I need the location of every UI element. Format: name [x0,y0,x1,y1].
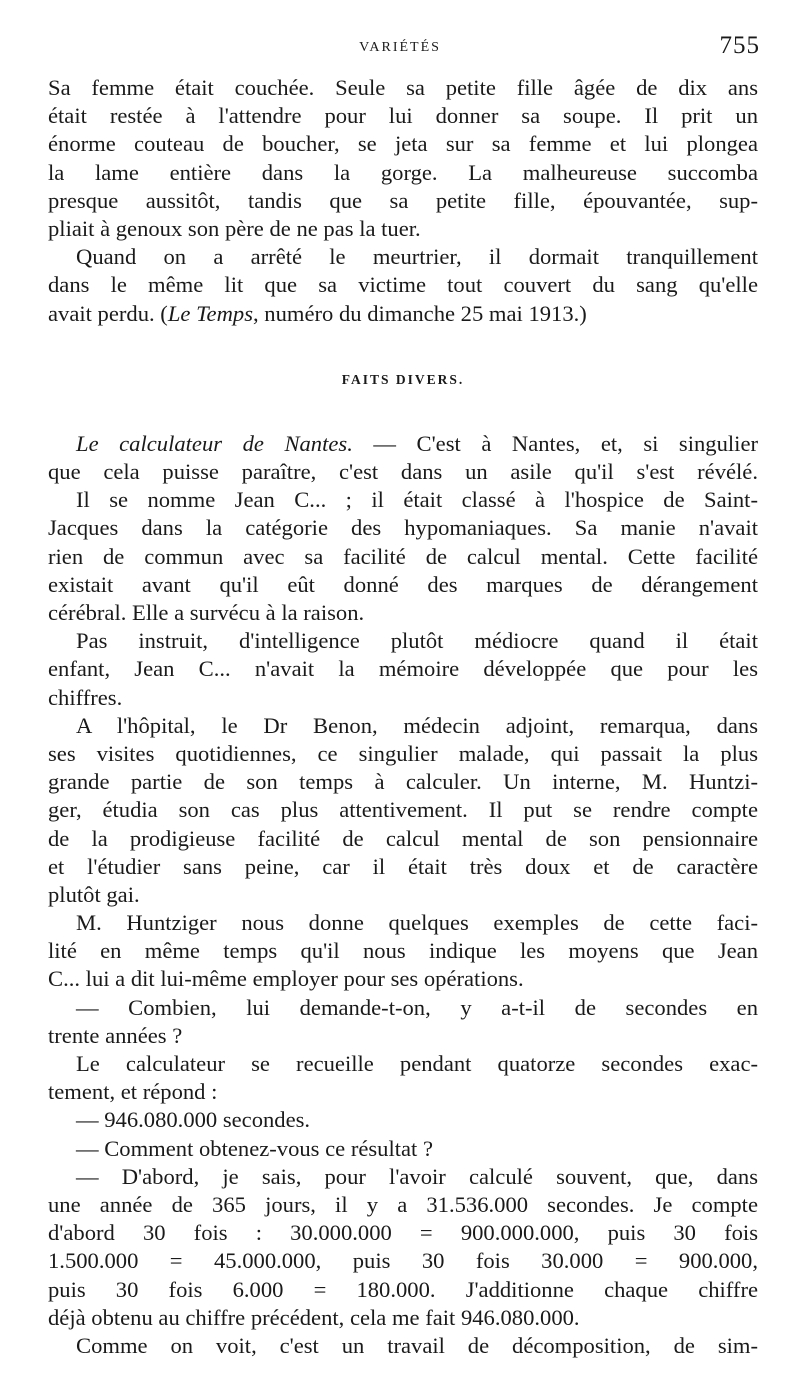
article-title: Le calculateur de Nantes. [76,430,353,456]
text-line: énorme couteau de boucher, se jeta sur sa femme et lui plongea [48,131,758,157]
text-line: Le calculateur se recueille pendant quatorze secondes exac- [76,1051,758,1076]
text-line: était restée à l'attendre pour lui donner sa soupe. Il prit un [48,103,758,129]
text-line: que cela puisse paraître, c'est dans un asile qu'il s'est révélé. [48,459,758,485]
text-line: plutôt gai. [48,881,140,907]
text-line: — Combien, lui demande-t-on, y a-t-il de secondes en [76,994,758,1020]
text-line: chiffres. [48,684,123,710]
citation-line [48,300,758,328]
article-first-line-rest: — C'est à Nantes, et, si singulier [352,430,758,456]
text-line: ses visites quotidiennes, ce singulier malade, qui passait la plus [48,740,758,766]
text-line: Quand on a arrêté le meurtrier, il dormait tranquillement [76,244,758,270]
text-line: tement, et répond : [48,1079,218,1105]
text-line: déjà obtenu au chiffre précédent, cela me fait 946.080.000. [48,1304,580,1330]
text-line: enfant, Jean C... n'avait la mémoire développée que pour les [48,656,758,682]
text-line: C... lui a dit lui-même employer pour ses opérations. [48,966,524,992]
text-line: — D'abord, je sais, pour l'avoir calculé souvent, que, dans [76,1163,758,1189]
article-calculateur [48,430,758,1360]
text-line: pliait à genoux son père de ne pas la tuer. [48,215,421,241]
page-header [40,32,760,62]
text-line: trente années ? [48,1022,183,1048]
text-line: Il se nomme Jean C... ; il était classé à l'hospice de Saint- [76,487,758,513]
page-number: 755 [719,32,760,59]
text-line: M. Huntziger nous donne quelques exemples de cette faci- [76,910,758,936]
text-line: grande partie de son temps à calculer. Un interne, M. Huntzi- [48,769,758,795]
text-line: 1.500.000 = 45.000.000, puis 30 fois 30.000 = 900.000, [48,1248,758,1274]
text-line: lité en même temps qu'il nous indique les moyens que Jean [48,938,758,964]
body-text [48,74,758,1360]
text-line: existait avant qu'il eût donné des marques de dérangement [48,571,758,597]
section-title: FAITS DIVERS. [341,371,465,387]
running-head: VARIÉTÉS [359,40,441,55]
citation-prefix: avait perdu. ( [48,300,168,326]
text-line: presque aussitôt, tandis que sa petite fille, épouvantée, sup- [48,187,758,213]
text-line: de la prodigieuse facilité de calcul mental de son pensionnaire [48,825,758,851]
text-line: Pas instruit, d'intelligence plutôt médiocre quand il était [76,628,758,654]
text-line: A l'hôpital, le Dr Benon, médecin adjoint, remarqua, dans [76,712,758,738]
text-line: — Comment obtenez-vous ce résultat ? [76,1135,433,1161]
text-line: Comme on voit, c'est un travail de décomposition, de sim- [76,1332,758,1358]
text-line: dans le même lit que sa victime tout couvert du sang qu'elle [48,272,758,298]
text-line: la lame entière dans la gorge. La malheureuse succomba [48,159,758,185]
text-line: — 946.080.000 secondes. [76,1107,311,1133]
citation-suffix: , numéro du dimanche 25 mai 1913.) [253,300,587,326]
newspaper-title: Le Temps [167,300,253,326]
text-line: et l'étudier sans peine, car il était très doux et de caractère [48,853,758,879]
paragraph-arrest [48,243,758,328]
text-line: Jacques dans la catégorie des hypomaniaques. Sa manie n'avait [48,515,758,541]
text-line: puis 30 fois 6.000 = 180.000. J'additionne chaque chiffre [48,1276,758,1302]
text-line: rien de commun avec sa facilité de calcul mental. Cette facilité [48,543,758,569]
article-first-line [48,430,758,458]
text-line: Sa femme était couchée. Seule sa petite fille âgée de dix ans [48,75,758,100]
text-line: d'abord 30 fois : 30.000.000 = 900.000.000, puis 30 fois [48,1220,758,1246]
text-line: une année de 365 jours, il y a 31.536.000 secondes. Je compte [48,1191,758,1217]
text-line: cérébral. Elle a survécu à la raison. [48,600,365,625]
paragraph-murder-account [48,74,758,243]
text-line: ger, étudia son cas plus attentivement. Il put se rendre compte [48,797,758,823]
